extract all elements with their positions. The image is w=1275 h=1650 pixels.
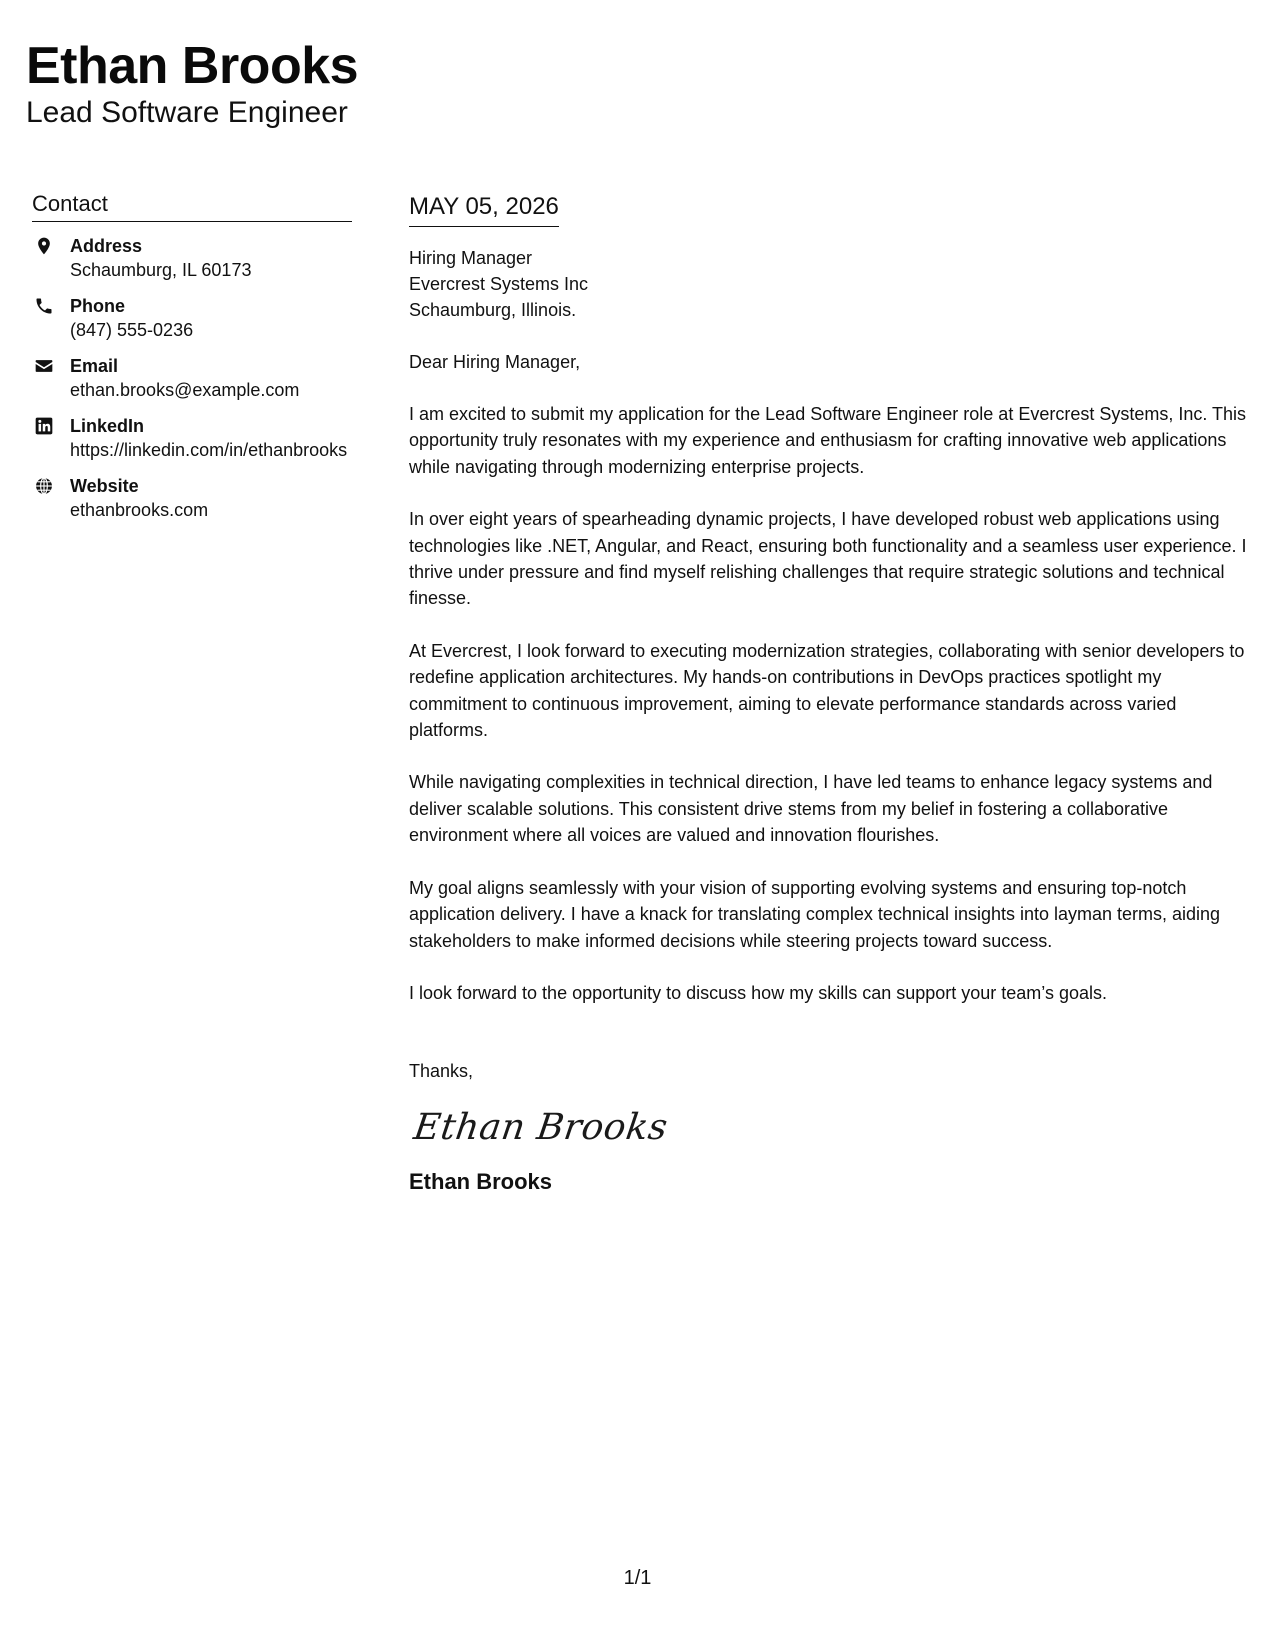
recipient-line: Evercrest Systems Inc (409, 274, 589, 294)
closing: Thanks, (409, 1061, 474, 1082)
page-number: 1/1 (623, 1567, 652, 1589)
recipient-block (409, 245, 1254, 323)
contact-label-address: Address (70, 236, 143, 256)
letter-paragraph: While navigating complexities in technical direction, I have led teams to enhance legacy systems and deliver scalable solutions. This consistent drive stems from my belief in fostering a collaborative environment where all voices are valued and innovation flourishes. (409, 772, 1213, 846)
resume-header (26, 36, 526, 130)
contact-label-linkedin: LinkedIn (70, 416, 145, 436)
letter-date: MAY 05, 2026 (409, 192, 559, 227)
recipient-line: Hiring Manager (409, 248, 533, 268)
contact-label-phone: Phone (70, 296, 126, 316)
recipient-line: Schaumburg, Illinois. (409, 300, 577, 320)
contact-value-address: Schaumburg, IL 60173 (70, 260, 252, 280)
contact-heading: Contact (32, 190, 352, 222)
contact-item-website (32, 474, 352, 522)
contact-item-phone (32, 294, 352, 342)
letter-paragraph: My goal aligns seamlessly with your vision of supporting evolving systems and ensuring top-notch application delivery. I have a knack for translating complex technical insights into layman terms, aiding stakeholders to make informed decisions while steering projects toward success. (409, 877, 1221, 951)
contact-item-linkedin (32, 414, 352, 462)
contact-item-address (32, 234, 352, 282)
map-pin-icon (34, 236, 54, 256)
contact-value-linkedin[interactable]: https://linkedin.com/in/ethanbrooks (70, 440, 348, 460)
letter-paragraph: At Evercrest, I look forward to executing modernization strategies, collaborating with senior developers to redefine application architectures. My hands-on contributions in DevOps practices spotlight my commitment to continuous improvement, aiming to elevate performance standards across varied platforms. (409, 640, 1245, 741)
phone-icon (34, 296, 54, 316)
contact-value-website[interactable]: ethanbrooks.com (70, 500, 209, 520)
contact-sidebar (32, 190, 352, 534)
contact-item-email (32, 354, 352, 402)
letter-paragraph: I look forward to the opportunity to discuss how my skills can support your team’s goals. (409, 982, 1107, 1003)
applicant-name: Ethan Brooks (26, 37, 359, 95)
handwritten-signature: Ethan Brooks (411, 1107, 671, 1149)
letter-paragraph: In over eight years of spearheading dynamic projects, I have developed robust web applications using technologies like .NET, Angular, and React, ensuring both functionality and a seamless user experience. I thrive under pressure and find myself relishing challenges that require strategic solutions and technical finesse. (409, 509, 1247, 609)
globe-icon (34, 476, 54, 496)
contact-label-email: Email (70, 356, 119, 376)
letter-body (409, 192, 1254, 1196)
greeting: Dear Hiring Manager, (409, 352, 581, 372)
linkedin-icon (34, 416, 54, 436)
contact-label-website: Website (70, 476, 139, 496)
contact-value-phone: (847) 555-0236 (70, 320, 194, 340)
letter-paragraph: I am excited to submit my application for the Lead Software Engineer role at Evercrest Systems, Inc. This opportunity truly resonates with my experience and enthusiasm for crafting innovative web applications while navigating through modernizing enterprise projects. (409, 404, 1247, 477)
applicant-title: Lead Software Engineer (26, 96, 348, 129)
envelope-icon (34, 356, 54, 376)
contact-value-email[interactable]: ethan.brooks@example.com (70, 380, 300, 400)
signed-name: Ethan Brooks (409, 1169, 553, 1195)
